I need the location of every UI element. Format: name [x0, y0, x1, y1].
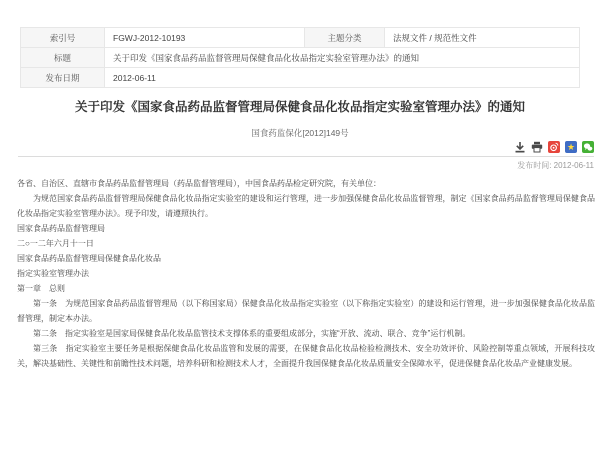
salutation: 各省、自治区、直辖市食品药品监督管理局（药品监督管理局），中国食品药品检定研究院，有关单位： [17, 179, 381, 188]
intro-paragraph: 为规范国家食品药品监督管理局保健食品化妆品指定实验室的建设和运行管理，进一步加强保健食品化妆品监督管理，制定《国家食品药品监督管理局保健食品化妆品指定实验室管理办法》。现予印发，请遵照执行。 [17, 194, 595, 218]
print-icon[interactable] [531, 141, 543, 153]
article-1: 第一条 为规范国家食品药品监督管理局（以下称国家局）保健食品化妆品指定实验室（以下称指定实验室）的建设和运行管理，进一步加强保健食品化妆品监督管理，制定本办法。 [17, 299, 595, 323]
chapter-heading: 第一章 总则 [17, 284, 65, 293]
download-icon[interactable] [514, 141, 526, 153]
publish-time: 发布时间: 2012-06-11 [517, 161, 594, 170]
document-body [17, 176, 595, 371]
table-row [21, 68, 580, 88]
index-number-value: FGWJ-2012-10193 [105, 28, 305, 48]
table-row [21, 28, 580, 48]
wechat-share-icon[interactable] [582, 141, 594, 153]
signature-org: 国家食品药品监督管理局 [17, 224, 105, 233]
page-title: 关于印发《国家食品药品监督管理局保健食品化妆品指定实验室管理办法》的通知 [74, 100, 525, 114]
publish-date-label: 发布日期 [21, 68, 105, 88]
article-3: 第三条 指定实验室主要任务是根据保健食品化妆品监管和发展的需要，在保健食品化妆品检验检测技术、安全功效评价、风险控制等重点领域，开展科技攻关，解决基础性、关键性和前瞻性技术问题，培养科研和检测技术人才，全面提升我国保健食品化妆品质量安全保障水平，促进保健食品化妆品产业健康发展。 [17, 344, 595, 368]
index-number-label: 索引号 [21, 28, 105, 48]
attachment-title-line1: 国家食品药品监督管理局保健食品化妆品 [17, 254, 161, 263]
share-toolbar [18, 138, 594, 157]
attachment-title-line2: 指定实验室管理办法 [17, 269, 89, 278]
document-number: 国食药监保化[2012]149号 [251, 128, 349, 138]
signature-date: 二○一二年六月十一日 [17, 239, 94, 248]
weibo-share-icon[interactable] [548, 141, 560, 153]
article-2: 第二条 指定实验室是国家局保健食品化妆品监管技术支撑体系的重要组成部分，实施“开放、流动、联合、竞争”运行机制。 [33, 329, 471, 338]
publish-date-value: 2012-06-11 [105, 68, 580, 88]
favorite-share-icon[interactable]: ★ [566, 142, 576, 152]
subject-category-value: 法规文件 / 规范性文件 [385, 28, 580, 48]
title-label: 标题 [21, 48, 105, 68]
subject-category-label: 主题分类 [305, 28, 385, 48]
meta-table [20, 27, 580, 88]
title-value: 关于印发《国家食品药品监督管理局保健食品化妆品指定实验室管理办法》的通知 [105, 48, 580, 68]
table-row [21, 48, 580, 68]
